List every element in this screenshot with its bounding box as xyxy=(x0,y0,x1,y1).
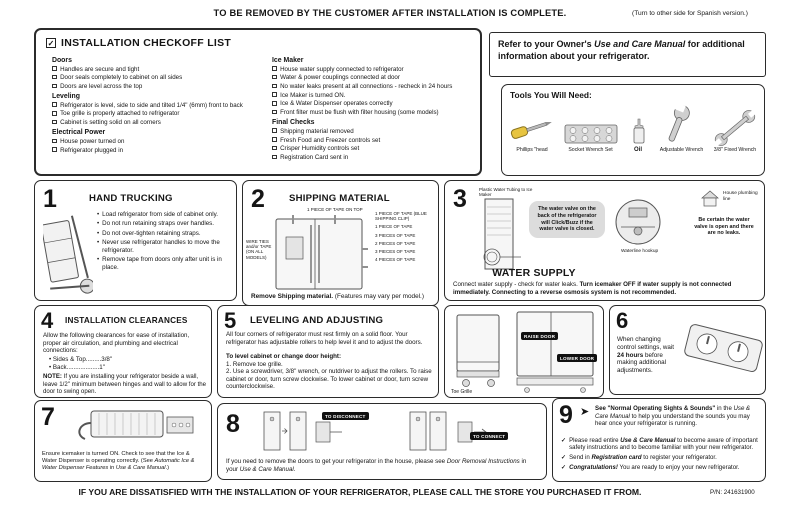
hand-truck-icon xyxy=(43,215,93,299)
tape-label-left: WIRE TIES and/or TAPE (ON ALL MODELS) xyxy=(246,239,272,260)
step5-subhead: To level cabinet or change door height: xyxy=(226,353,342,360)
tape-label: 3 PIECES OF TAPE xyxy=(375,232,416,238)
step3-body xyxy=(453,281,757,296)
tools-panel xyxy=(501,84,765,176)
checkbox xyxy=(272,128,277,133)
tape-label: 3 PIECES OF TAPE xyxy=(375,248,416,254)
step1-bullet-list xyxy=(97,211,231,273)
checkmark-icon: ✓ xyxy=(561,437,567,444)
checklist-item xyxy=(272,137,474,144)
step2-caption-bold: Remove Shipping material. xyxy=(251,293,334,300)
step1-number: 1 xyxy=(43,185,57,213)
checkbox xyxy=(272,155,277,160)
section-heading-doors: Doors xyxy=(52,57,72,64)
manual-note-pre: Refer to your Owner's xyxy=(498,39,595,49)
tools-row xyxy=(506,105,760,154)
bullet-dot: • xyxy=(97,211,100,218)
checkbox xyxy=(272,101,277,106)
step9-item xyxy=(561,437,759,452)
tape-label-top: 1 PIECE OF TAPE ON TOP xyxy=(307,207,363,212)
bullet-text: Load refrigerator from side of cabinet only. xyxy=(102,211,218,218)
checkoff-list-panel xyxy=(34,28,482,176)
tool-socket-set xyxy=(565,123,617,154)
bullet-text: Do not over-tighten retaining straps. xyxy=(102,229,201,237)
step8-panel xyxy=(217,403,547,480)
step1-panel xyxy=(34,180,237,301)
checklist-item xyxy=(52,138,260,145)
tape-label: 1 PIECE OF TAPE (BLUE SHIPPING CLIP) xyxy=(375,211,427,222)
section-heading-electrical: Electrical Power xyxy=(52,129,106,137)
step9-intro-bold: See "Normal Operating Sights & Sounds" xyxy=(595,405,716,412)
step4-number: 4 xyxy=(41,308,54,333)
bullet-item xyxy=(97,220,231,228)
checkmark-icon: ✓ xyxy=(47,39,55,48)
step9-item xyxy=(561,454,759,461)
bullet-dot: • xyxy=(97,255,100,263)
bullet-item xyxy=(97,230,231,238)
water-valve-icon xyxy=(613,197,663,247)
checklist-item xyxy=(52,102,260,109)
step9-item-text xyxy=(569,464,739,471)
clearance-back: • Back...................1" xyxy=(49,364,105,371)
step7-panel xyxy=(34,400,212,482)
step5-panel xyxy=(217,305,439,398)
tool-screwdriver xyxy=(506,111,558,154)
step3-number: 3 xyxy=(453,185,467,213)
step2-caption-rest: (Features may vary per model.) xyxy=(333,293,424,300)
step2-number: 2 xyxy=(251,185,265,213)
bullet-item xyxy=(97,211,231,219)
item-pre: Please read entire xyxy=(569,437,621,444)
step6-number: 6 xyxy=(616,308,629,333)
step9-item-text xyxy=(569,454,717,461)
checklist-item-label: Registration Card sent in xyxy=(280,153,349,161)
step5-item2: 2. Use a screwdriver, 3/8" wrench, or nutdriver to adjust the rollers. To raise cabinet or door, turn screw clockwise. To lower cabinet or door, turn screw counterclockwise. xyxy=(226,368,432,391)
step7-number: 7 xyxy=(41,403,55,431)
tool-adjustable-wrench xyxy=(660,105,704,154)
step9-number: 9 xyxy=(559,401,573,429)
tool-oil xyxy=(623,116,653,154)
checkbox xyxy=(272,92,277,97)
checklist-item-label: Door seals completely to cabinet on all sides xyxy=(60,74,183,82)
tape-label-column xyxy=(375,211,435,262)
bullet-dot: • xyxy=(97,229,100,237)
step4-note-bold: NOTE: xyxy=(43,373,62,380)
item-em: Congratulations! xyxy=(569,464,618,472)
step7-text-mid: in xyxy=(108,465,116,472)
step2-panel xyxy=(242,180,439,306)
checklist-item xyxy=(52,119,260,126)
checkbox xyxy=(272,66,277,71)
bullet-item xyxy=(97,239,231,254)
step9-item-text xyxy=(569,437,759,452)
item-em: Use & Care Manual xyxy=(620,437,676,444)
checkmark-icon: ✓ xyxy=(561,464,567,472)
refrigerator-back-icon xyxy=(475,197,523,277)
plumbing-line-label: House plumbing line xyxy=(723,191,758,202)
step6-panel xyxy=(609,305,766,395)
checklist-item-label: Fresh Food and Freezer controls set xyxy=(280,136,381,144)
tool-fixed-wrench xyxy=(710,109,760,154)
page-title: TO BE REMOVED BY THE CUSTOMER AFTER INSTALLATION IS COMPLETE. xyxy=(213,8,567,18)
manual-note-panel xyxy=(489,32,766,77)
checkbox xyxy=(272,75,277,80)
tape-label: 4 PIECES OF TAPE xyxy=(375,257,416,263)
checkbox xyxy=(52,75,57,80)
checklist-item-label: Toe grille is properly attached to refrigerator xyxy=(60,110,180,118)
item-post: to become aware of important safety instructions and to become familiar with your new refrigerator. xyxy=(569,437,758,452)
checkbox xyxy=(272,137,277,142)
refrigerator-front-icon xyxy=(273,215,369,293)
checklist-item xyxy=(272,128,474,135)
bullet-item xyxy=(97,256,231,271)
oil-bottle-icon xyxy=(629,116,647,146)
step7-text-post: .) xyxy=(165,465,169,472)
checklist-item xyxy=(272,66,474,73)
checkoff-column-left xyxy=(52,54,260,155)
checklist-item xyxy=(52,74,260,81)
be-certain-note: Be certain the water valve is open and there are no leaks. xyxy=(694,217,754,237)
step9-check-list xyxy=(561,437,759,474)
part-number: P/N: 241631900 xyxy=(710,489,755,496)
checkbox xyxy=(52,139,57,144)
control-panel-icon xyxy=(682,310,764,390)
step2-caption xyxy=(251,293,435,301)
checkoff-column-right xyxy=(272,54,474,163)
step4-note xyxy=(43,373,207,396)
icemaker-icon xyxy=(65,405,205,449)
step7-italic1: Automatic Ice & Water Dispenser Features xyxy=(42,458,195,472)
step7-italic2: Use & Care Manual xyxy=(115,465,166,472)
step5-item1: 1. Remove toe grille. xyxy=(226,361,283,368)
checklist-item xyxy=(52,110,260,117)
manual-note-text xyxy=(490,33,765,68)
door-connect-icon xyxy=(404,408,514,454)
checkmark-icon: ✓ xyxy=(561,454,567,462)
tubing-label: Plastic Water Tubing to Ice Maker xyxy=(479,187,533,198)
section-heading-final-checks: Final Checks xyxy=(272,119,315,127)
tape-label: 2 PIECES OF TAPE xyxy=(375,240,416,246)
spanish-version-note: (Turn to other side for Spanish version.) xyxy=(632,10,748,17)
refrigerator-side-icon xyxy=(451,312,509,390)
tool-label: Oil xyxy=(633,147,642,154)
checklist-item xyxy=(52,83,260,90)
checkbox xyxy=(52,66,57,71)
checklist-item-label: Doors are level across the top xyxy=(60,82,143,90)
step8-italic2: Use & Care Manual xyxy=(239,465,294,473)
step5-number: 5 xyxy=(224,308,237,333)
step3-title: WATER SUPPLY xyxy=(492,267,576,279)
step5-body: All four corners of refrigerator must rest firmly on a solid floor. Your refrigerator has adjustable rollers to help level it and to adjust the doors. xyxy=(226,331,423,346)
step7-caption xyxy=(42,451,206,472)
step9-intro-post: to help you understand the sounds you may hear once your refrigerator is running. xyxy=(595,412,750,428)
checklist-item xyxy=(272,154,474,161)
manual-note-post: for additional information about your refrigerator. xyxy=(498,39,745,61)
checklist-item xyxy=(272,92,474,99)
screwdriver-icon xyxy=(510,111,554,147)
clearance-sides-top: • Sides & Top.........3/8" xyxy=(49,356,113,363)
checkoff-title-row xyxy=(46,37,231,49)
checkbox xyxy=(272,146,277,151)
checkbox xyxy=(52,120,57,125)
step4-title: INSTALLATION CLEARANCES xyxy=(65,316,188,325)
checklist-item xyxy=(272,74,474,81)
step1-title: HAND TRUCKING xyxy=(89,193,173,204)
checklist-item-label: Ice & Water Dispenser operates correctly xyxy=(280,100,393,108)
house-icon xyxy=(699,189,721,207)
refrigerator-doors-icon xyxy=(515,310,597,394)
step9-panel xyxy=(552,398,766,482)
raise-door-badge: RAISE DOOR xyxy=(521,332,558,340)
checklist-item xyxy=(272,145,474,152)
step3-body-bold: Turn icemaker OFF if water supply is not connected immediately. Connecting to a reverse osmosis system is not recommended. xyxy=(453,281,732,296)
adjustable-wrench-icon xyxy=(665,105,699,147)
step9-item xyxy=(561,464,759,471)
step6-text-post: before making additional adjustments. xyxy=(617,351,667,375)
water-valve-bubble: The water valve on the back of the refrigerator will Click/Buzz if the water valve is closed. xyxy=(529,201,605,238)
dissatisfied-notice: IF YOU ARE DISSATISFIED WITH THE INSTALLATION OF YOUR REFRIGERATOR, PLEASE CALL THE STORE YOU PURCHASED IT FROM. xyxy=(78,487,642,497)
checkbox xyxy=(272,110,277,115)
checkbox xyxy=(52,147,57,152)
checklist-item-label: No water leaks present at all connections - recheck in 24 hours xyxy=(280,82,453,90)
section-heading-ice-maker: Ice Maker xyxy=(272,57,304,64)
lower-door-badge: LOWER DOOR xyxy=(557,354,597,362)
checklist-item-label: Handles are secure and tight xyxy=(60,65,140,73)
item-em: Registration card xyxy=(591,454,642,462)
step8-text-post: . xyxy=(293,465,296,473)
bullet-dot: • xyxy=(97,220,100,228)
manual-note-italic: Use and Care Manual xyxy=(594,39,686,49)
step8-caption xyxy=(226,458,540,473)
checklist-item-label: House power turned on xyxy=(60,137,125,145)
step8-italic1: Door Removal Instructions xyxy=(446,458,520,465)
leveling-diagram-panel xyxy=(444,305,604,398)
to-connect-badge: TO CONNECT xyxy=(470,432,508,440)
checkbox xyxy=(52,102,57,107)
step4-panel xyxy=(34,305,212,398)
tool-label: 3/8" Fixed Wrench xyxy=(713,147,757,153)
step9-intro-mid: in the xyxy=(715,405,734,412)
step9-intro xyxy=(595,405,759,428)
checklist-item-label: Refrigerator is level, side to side and tilted 1/4" (6mm) front to back xyxy=(60,101,243,109)
checklist-item-label: Shipping material removed xyxy=(280,127,354,135)
step3-body-pre: Connect water supply - check for water leaks. xyxy=(453,281,580,288)
tool-label: Adjustable Wrench xyxy=(659,147,704,153)
item-post: to register your refrigerator. xyxy=(641,454,717,462)
checklist-item-label: House water supply connected to refrigerator xyxy=(280,65,404,73)
step5-title: LEVELING AND ADJUSTING xyxy=(250,315,384,326)
step9-intro-italic: Use & Care Manual xyxy=(595,405,751,420)
tool-label: Phillips "head xyxy=(516,147,548,153)
arrow-icon: ➤ xyxy=(580,406,590,418)
item-post: You are ready to enjoy your new refrigerator. xyxy=(617,464,740,472)
checkbox xyxy=(272,84,277,89)
step2-title: SHIPPING MATERIAL xyxy=(289,193,390,204)
checklist-item xyxy=(272,109,474,116)
step6-text xyxy=(617,336,681,375)
waterline-hookup-label: Waterline hookup xyxy=(621,249,659,254)
item-pre: Send in xyxy=(569,454,592,462)
step4-body: Allow the following clearances for ease of installation, proper air circulation, and plumbing and electrical connections: xyxy=(43,332,190,355)
fixed-wrench-icon xyxy=(710,109,760,147)
checkbox xyxy=(52,84,57,89)
bullet-text: Never use refrigerator handles to move the refrigerator. xyxy=(102,238,220,254)
checklist-item-label: Cabinet is setting solid on all corners xyxy=(60,119,161,127)
checklist-item xyxy=(52,66,260,73)
checklist-item-label: Ice Maker is turned ON. xyxy=(280,91,346,99)
step6-text-bold: 24 hours xyxy=(617,351,644,359)
bullet-dot: • xyxy=(97,238,100,246)
checkoff-title: INSTALLATION CHECKOFF LIST xyxy=(61,37,232,49)
checklist-item xyxy=(272,100,474,107)
to-disconnect-badge: TO DISCONNECT xyxy=(322,412,369,420)
step6-text-pre: When changing control settings, wait xyxy=(617,336,675,351)
tape-label: 1 PIECE OF TAPE xyxy=(375,224,413,230)
checkbox xyxy=(52,111,57,116)
step8-text-pre: If you need to remove the doors to get your refrigerator in the house, please see xyxy=(226,458,447,465)
step8-number: 8 xyxy=(226,410,240,438)
checklist-item-label: Water & power couplings connected at door xyxy=(280,74,400,82)
socket-wrench-set-icon xyxy=(564,123,618,147)
section-heading-leveling: Leveling xyxy=(52,93,80,101)
step4-note-rest: If you are installing your refrigerator beside a wall, leave 1/2" minimum between hinges and wall to allow for the door to swing open. xyxy=(43,373,207,396)
checklist-item-label: Crisper Humidity controls set xyxy=(280,145,360,153)
step3-panel xyxy=(444,180,765,301)
checklist-item-label: Front filter must be flush with filter housing (some models) xyxy=(280,109,439,117)
checklist-item-label: Refrigerator plugged in xyxy=(60,146,124,154)
step7-text-pre: Ensure icemaker is turned ON. Check to see that the Ice & Water Dispenser is operating correctly. (See xyxy=(42,451,190,465)
tool-label: Socket Wrench Set xyxy=(568,147,613,153)
toe-grille-label: Toe Grille xyxy=(451,389,473,395)
checklist-item xyxy=(272,83,474,90)
step8-text-mid: in your xyxy=(226,458,527,473)
checklist-item xyxy=(52,147,260,154)
bullet-text: Remove tape from doors only after unit is in place. xyxy=(102,255,222,271)
bullet-text: Do not run retaining straps over handles. xyxy=(102,220,214,228)
tools-title: Tools You Will Need: xyxy=(510,90,592,100)
